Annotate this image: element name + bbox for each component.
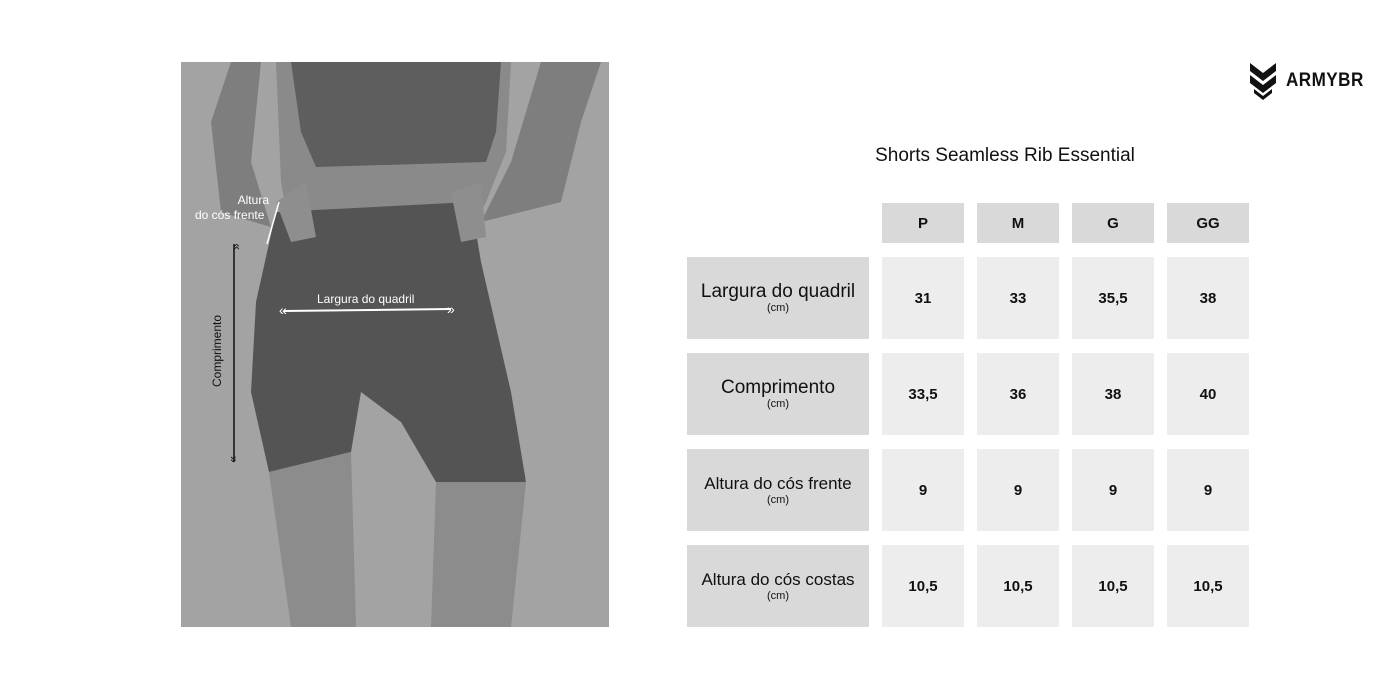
product-photo <box>181 62 609 627</box>
value-cell: 9 <box>882 449 964 531</box>
waistband-height-label: Altura <box>237 193 269 207</box>
value-cell: 31 <box>882 257 964 339</box>
row-unit: (cm) <box>767 590 789 602</box>
value-cell: 33,5 <box>882 353 964 435</box>
row-label-text: Altura do cós frente <box>704 474 852 493</box>
row-label-text: Comprimento <box>720 377 836 398</box>
size-header-p: P <box>882 203 964 243</box>
hip-width-label: Largura do quadril <box>317 292 415 306</box>
value-cell: 35,5 <box>1072 257 1154 339</box>
value-cell: 33 <box>977 257 1059 339</box>
value-cell: 38 <box>1167 257 1249 339</box>
row-label <box>687 545 869 627</box>
row-label <box>687 353 869 435</box>
value-cell: 9 <box>1167 449 1249 531</box>
waistband-height-label-2: do cós frente <box>195 208 265 222</box>
svg-text:»: » <box>447 301 455 317</box>
chart-title: Shorts Seamless Rib Essential <box>875 145 1135 166</box>
row-unit: (cm) <box>767 494 789 506</box>
value-cell: 10,5 <box>1167 545 1249 627</box>
value-cell: 40 <box>1167 353 1249 435</box>
value-cell: 9 <box>977 449 1059 531</box>
row-label <box>687 257 869 339</box>
size-header-m: M <box>977 203 1059 243</box>
brand-name: ARMYBR <box>1286 70 1364 91</box>
length-label: Comprimento <box>210 314 224 388</box>
row-unit: (cm) <box>767 302 789 314</box>
row-label-text: Altura do cós costas <box>701 570 855 589</box>
value-cell: 9 <box>1072 449 1154 531</box>
brand-logo <box>1248 60 1378 102</box>
chevron-shield-icon <box>1248 61 1278 101</box>
size-header-g: G <box>1072 203 1154 243</box>
size-header-gg: GG <box>1167 203 1249 243</box>
value-cell: 10,5 <box>977 545 1059 627</box>
svg-text:«: « <box>279 302 287 318</box>
value-cell: 10,5 <box>882 545 964 627</box>
row-label <box>687 449 869 531</box>
value-cell: 10,5 <box>1072 545 1154 627</box>
value-cell: 38 <box>1072 353 1154 435</box>
model-illustration <box>181 62 609 627</box>
row-label-text: Largura do quadril <box>700 281 856 302</box>
svg-text:»: » <box>227 456 241 463</box>
svg-text:»: » <box>229 243 243 250</box>
row-unit: (cm) <box>767 398 789 410</box>
value-cell: 36 <box>977 353 1059 435</box>
